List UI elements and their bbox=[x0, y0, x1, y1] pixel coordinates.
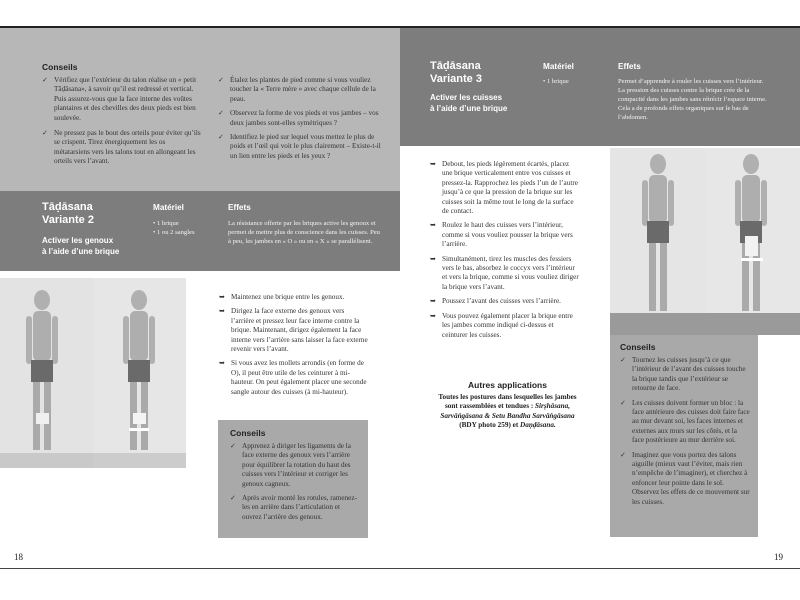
variant3-materiel-label: Matériel bbox=[543, 62, 574, 71]
photo-variant3-front-a bbox=[610, 148, 705, 335]
list-item: ➥ Simultanément, tirez les muscles des fessiers vers le bas, absorbez le coccyx vers l’intérieur et vers la brique, comme si vous vouliez diriger la brique vers l’avant. bbox=[430, 254, 579, 291]
left-conseils-box-title: Conseils bbox=[230, 428, 266, 438]
variant2-effets-label: Effets bbox=[228, 203, 251, 212]
left-conseils-col2 bbox=[218, 76, 382, 166]
variant3-title: Tāḍāsana Variante 3 bbox=[430, 60, 482, 85]
check-icon: ✓ bbox=[218, 133, 225, 142]
autres-line2: sont rassemblées et tendues : Sirṣhāsana, bbox=[444, 402, 570, 411]
arrow-icon: ➥ bbox=[219, 307, 226, 316]
left-conseils-title: Conseils bbox=[42, 62, 78, 72]
arrow-icon: ➥ bbox=[430, 297, 437, 306]
arrow-icon: ➥ bbox=[219, 293, 226, 301]
bottom-rule bbox=[0, 568, 800, 569]
list-item: ✓ Les cuisses doivent former un bloc : la face antérieure des cuisses doit faire face au mur devant soi, les faces internes et externes aux murs sur les côtés, et la face postérieure au mur derrière soi. bbox=[620, 398, 750, 445]
page-number-left: 18 bbox=[14, 552, 23, 562]
list-item: ✓ Identifiez le pied sur lequel vous mettez le plus de poids et l’œil qui voit le plus clairement – Existe-t-il un lien entre les pieds et les yeux ? bbox=[218, 133, 381, 160]
list-item: ➥ Vous pouvez également placer la brique entre les jambes comme indiqué ci-dessus et ceinturer les cuisses. bbox=[430, 311, 573, 339]
arrow-icon: ➥ bbox=[430, 311, 437, 320]
list-item: ➥ Poussez l’avant des cuisses vers l’arrière. bbox=[430, 297, 561, 306]
list-item: ✓ Observez la forme de vos pieds et vos jambes – vos deux jambes sont-elles symétriques ? bbox=[218, 109, 379, 127]
arrow-icon: ➥ bbox=[430, 160, 437, 168]
photo-variant2-front-b bbox=[93, 278, 186, 468]
list-item: ✓ Tournez les cuisses jusqu’à ce que l’intérieur de l’avant des cuisses touche la brique tandis que l’extérieur se retourne de face. bbox=[620, 356, 746, 393]
variant3-materiel-list: • 1 brique bbox=[543, 78, 569, 85]
check-icon: ✓ bbox=[620, 398, 627, 407]
check-icon: ✓ bbox=[218, 109, 225, 118]
list-item: ✓ Ne pressez pas le bout des orteils pour éviter qu’ils se crispent. Tirez énergiquement les os métatarsiens vers les talons tout en allongeant les orteils vers l’avant. bbox=[42, 129, 201, 166]
autres-title: Autres applications bbox=[468, 380, 547, 390]
variant3-effets-label: Effets bbox=[618, 62, 641, 71]
variant2-materiel-label: Matériel bbox=[153, 203, 184, 212]
autres-line1: Toutes les postures dans lesquelles les jambes bbox=[438, 393, 577, 401]
right-conseils-box-list bbox=[620, 356, 750, 512]
variant2-steps bbox=[219, 293, 369, 402]
list-item: ➥ Debout, les pieds légèrement écartés, placez une brique verticalement entre vos cuisses et pressez-la. Rapprochez les pieds l’un de l’autre jusqu’à ce que la pression de la brique sur les cuisses soit la même tout le long de la surface de contact. bbox=[430, 160, 578, 216]
autres-applications bbox=[425, 380, 590, 431]
list-item: ➥ Si vous avez les mollets arrondis (en forme de O), il peut être utile de les ceinturer à mi-hauteur. On peut également placer une seconde sangle autour des cuisses (à mi-hauteur). bbox=[219, 359, 367, 396]
arrow-icon: ➥ bbox=[219, 359, 226, 368]
check-icon: ✓ bbox=[620, 356, 627, 364]
list-item: ➥ Maintenez une brique entre les genoux. bbox=[219, 293, 345, 301]
check-icon: ✓ bbox=[42, 76, 49, 84]
arrow-icon: ➥ bbox=[430, 221, 437, 230]
list-item: ✓ Imaginez que vous portez des talons aiguille (mieux vaut l’éviter, mais rien n’empêche de l’imaginer), et cherchez à enfoncer leur pointe dans le sol. Observez les effets de ce mouvement sur les cuisses. bbox=[620, 450, 750, 506]
arrow-icon: ➥ bbox=[430, 254, 437, 263]
list-item: ✓ Apprenez à diriger les ligaments de la face externe des genoux vers l’arrière pour équilibrer la rotation du haut des cuisses vers l’intérieur et corriger les genoux cagneux. bbox=[230, 442, 351, 488]
variant2-subtitle: Activer les genoux à l’aide d’une brique bbox=[42, 236, 120, 256]
list-item: ✓ Après avoir monté les rotules, ramenez-les en arrière dans l’articulation et ouvrez l’arrière des genoux. bbox=[230, 494, 357, 521]
list-item: ➥ Dirigez la face externe des genoux vers l’arrière et pressez leur face interne contre la brique. Maintenant, dirigez également la face interne vers l’arrière sans laisser la face externe revenir vers l’avant. bbox=[219, 307, 368, 354]
variant3-subtitle: Activer les cuisses à l’aide d’une brique bbox=[430, 93, 508, 113]
variant3-steps bbox=[430, 160, 580, 345]
right-conseils-box-title: Conseils bbox=[620, 342, 656, 352]
list-item: ➥ Roulez le haut des cuisses vers l’intérieur, comme si vous vouliez pousser la brique vers l’arrière. bbox=[430, 221, 573, 249]
check-icon: ✓ bbox=[620, 450, 627, 459]
variant2-materiel-list: • 1 brique • 1 ou 2 sangles bbox=[153, 220, 195, 236]
left-conseils-col1 bbox=[42, 76, 202, 172]
variant3-effets-text: Permet d’apprendre à rouler les cuisses vers l’intérieur. La pression des cuisses contre la brique crée de la compacité dans les jambes sans rétrécir l’espace interne. Cela a de profonds effets organiques sur le bas de l’abdomen. bbox=[618, 78, 767, 121]
check-icon: ✓ bbox=[218, 76, 225, 84]
autres-line4: (BDY photo 259) et Daṇḍāsana. bbox=[459, 421, 556, 430]
check-icon: ✓ bbox=[42, 129, 49, 138]
check-icon: ✓ bbox=[230, 442, 237, 450]
photo-variant2-front-a bbox=[0, 278, 93, 468]
page-number-right: 19 bbox=[774, 552, 783, 562]
photo-variant3-front-b bbox=[705, 148, 800, 335]
variant2-title: Tāḍāsana Variante 2 bbox=[42, 201, 94, 226]
autres-line3: Sarvāṅgāsana & Setu Bandha Sarvāṅgāsana bbox=[440, 411, 575, 420]
list-item: ✓ Vérifiez que l’extérieur du talon réalise un « petit Tāḍāsana», à savoir qu’il est redressé et vertical. Puis assurez-vous que la face interne des voûtes plantaires et des chevilles des deux pieds est bien soulevée. bbox=[42, 76, 197, 122]
check-icon: ✓ bbox=[230, 494, 237, 503]
variant2-effets-text: La résistance offerte par les briques active les genoux et permet de mettre plus de conscience dans les cuisses. Peu à peu, les jambes en « O » ou en « X » se parallélisent. bbox=[228, 220, 380, 245]
list-item: ✓ Étalez les plantes de pied comme si vous vouliez toucher la « Terre mère » avec chaque cellule de la peau. bbox=[218, 76, 376, 103]
left-conseils-box-list bbox=[230, 442, 360, 527]
